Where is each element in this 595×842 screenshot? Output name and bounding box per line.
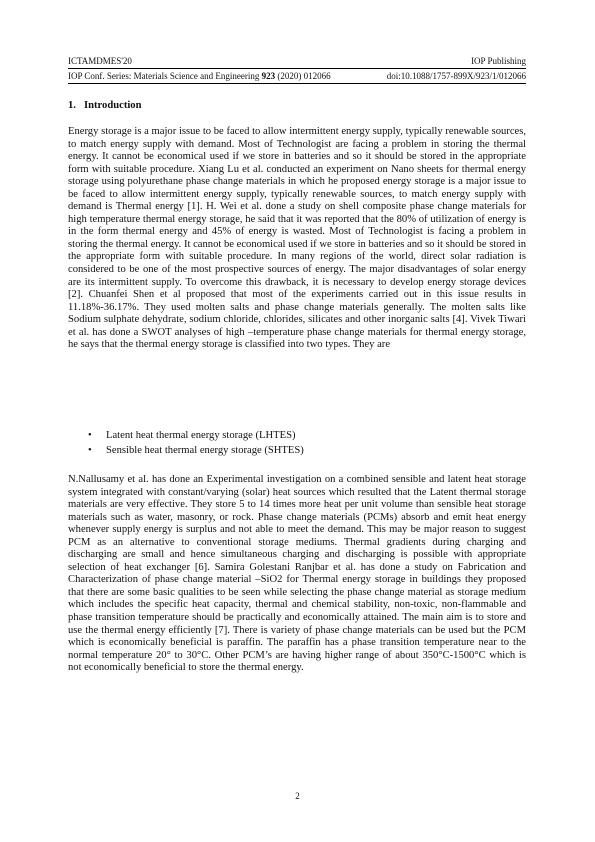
bullet-text: Latent heat thermal energy storage (LHTES) xyxy=(106,430,296,441)
series-prefix: IOP Conf. Series: Materials Science and Engineering xyxy=(68,71,262,81)
bullet-item xyxy=(68,443,526,458)
section-title: Introduction xyxy=(84,100,142,111)
volume-number: 923 xyxy=(261,71,276,81)
journal-citation xyxy=(68,71,331,82)
publisher-name: IOP Publishing xyxy=(471,56,526,66)
bullet-icon: • xyxy=(88,430,92,441)
citation-line xyxy=(68,71,526,82)
section-number: 1. xyxy=(68,100,76,111)
body-paragraph: Energy storage is a major issue to be faced to allow intermittent energy supply, typically renewable sources, to match energy supply with demand. Most of Technologist are facing a problem in storing the thermal energy. It cannot be economical used if we store in batteries and so it should be stored in the appropriate form with suitable procedure. Xiang Lu et al. conducted an experiment on Nano sheets for thermal energy storage using polyurethane phase change materials in which he proposed energy storage is a major issue to be faced to allow intermittent energy supply, typically renewable sources, to match energy supply with demand is Thermal energy [1]. H. Wei et al. done a study on shell composite phase change materials for high temperature thermal energy storage, he said that it was reported that the 80% of utilization of energy is in the form thermal energy and 45% of energy is wasted. Most of Technologist is facing a problem in storing the thermal energy. It cannot be economical used if we store in batteries and so it should be stored in the appropriate form with suitable procedure. In many regions of the world, direct solar radiation is considered to be one of the most prospective sources of energy. The major disadvantages of solar energy are its intermittent supply. To overcome this drawback, it is necessary to develop energy storage devices [2]. Chuanfei Shen et al proposed that most of the experiments carried out in this issue results in 11.18%-36.17%. They used molten salts and phase change materials generally. The molten salts like Sodium sulphate dehydrate, sodium chloride, chlorides, silicates and other inorganic salts [4]. Vivek Tiwari et al. has done a SWOT analyses of high –temperature phase change materials for thermal energy storage, he says that the thermal energy storage is classified into two types. They are xyxy=(68,126,526,351)
bullet-item xyxy=(68,428,526,443)
body-paragraph: N.Nallusamy et al. has done an Experimental investigation on a combined sensible and latent heat storage system integrated with constant/varying (solar) heat sources which resulted that the Latent thermal storage materials are very effective. They store 5 to 14 times more heat per unit volume than sensible heat storage materials such as water, masonry, or rock. Phase change materials (PCMs) absorb and emit heat energy whenever supply energy is surplus and not able to meet the demand. This may be major reason to suggest PCM as an alternative to conventional storage mediums. Thermal gradients during charging and discharging are small and hence simultaneous charging and discharging is possible with appropriate selection of heat exchanger [6]. Samira Golestani Ranjbar et al. has done a study on Fabrication and Characterization of phase change material –SiO2 for Thermal energy storage in buildings they proposed that there are some basic qualities to be seen while selecting the phase change material as storage medium which includes the specific heat capacity, thermal and chemical stability, non-toxic, non-flammable and phase transition temperature should be practically and economically attained. The main aim is to store and use the thermal energy efficiently [7]. There is variety of phase change materials can be used but the PCM which is economically beneficial is paraffin. The paraffin has a phase transition temperature near to the normal temperature 20° to 30°C. Other PCM’s are having higher range of about 350°C-1500°C which is not economically beneficial to store the thermal energy. xyxy=(68,474,526,674)
conference-name: ICTAMDMES'20 xyxy=(68,56,132,66)
bullet-list xyxy=(68,428,526,458)
header-rule-bottom xyxy=(68,83,526,84)
series-suffix: (2020) 012066 xyxy=(275,71,331,81)
bullet-text: Sensible heat thermal energy storage (SHTES) xyxy=(106,445,304,456)
bullet-icon: • xyxy=(88,445,92,456)
doi-link[interactable]: doi:10.1088/1757-899X/923/1/012066 xyxy=(386,71,526,81)
running-header xyxy=(68,56,526,67)
header-rule-top xyxy=(68,68,526,69)
page-number: 2 xyxy=(295,791,300,801)
section-heading xyxy=(68,100,142,111)
